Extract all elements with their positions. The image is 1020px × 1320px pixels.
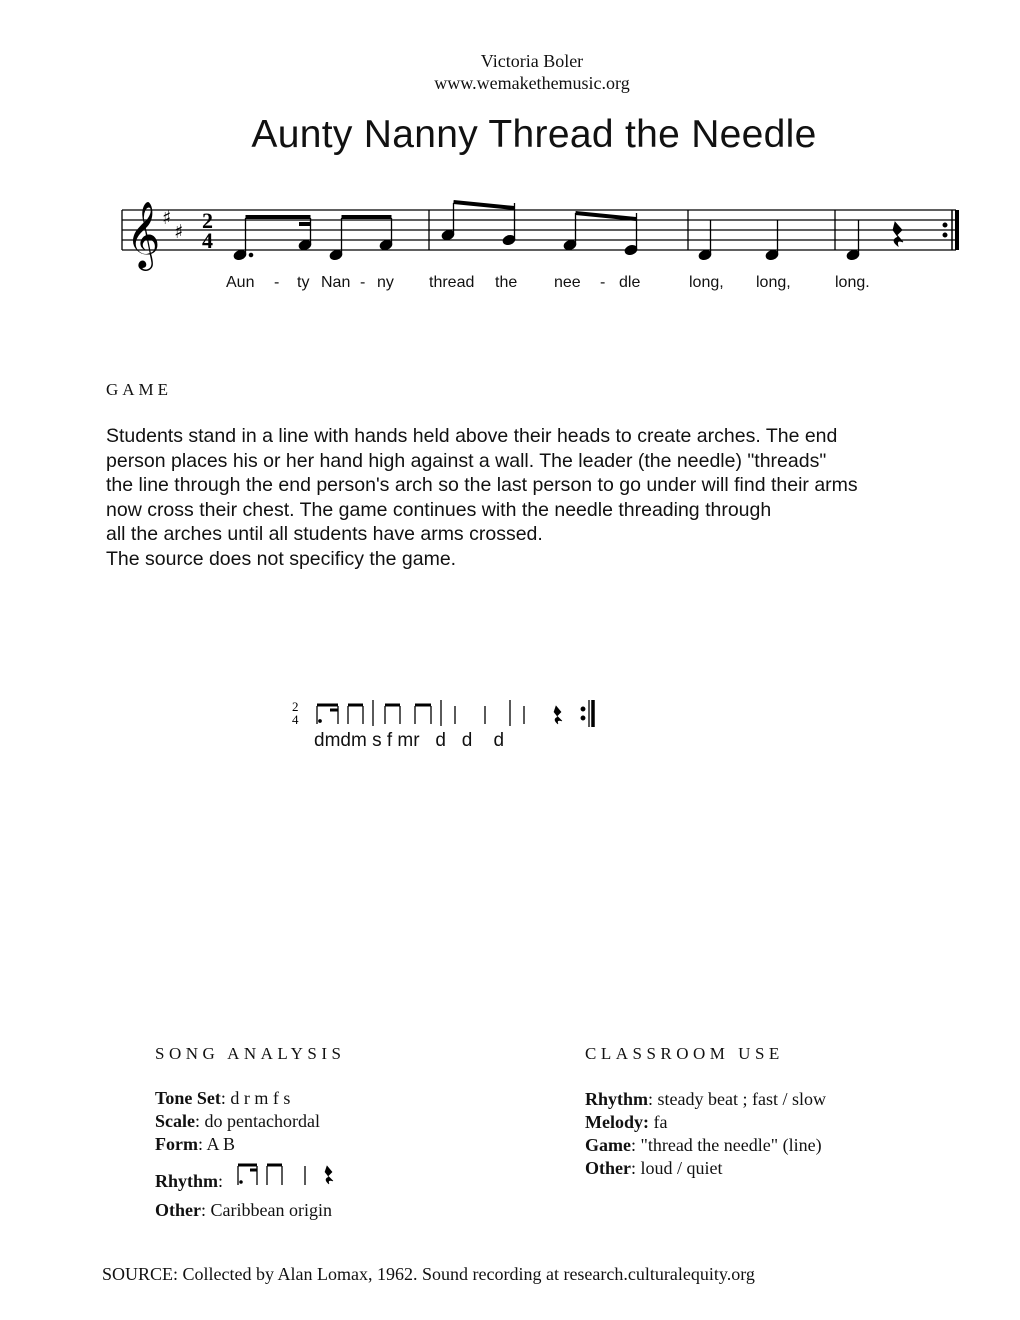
song-analysis-heading: SONG ANALYSIS [155,1044,346,1063]
music-staff [118,184,968,274]
rhythm-row: Rhythm: [155,1163,344,1192]
quarter-rest-icon [893,222,903,246]
game-line: person places his or her hand high against a wall. The leader (the needle) "threads" [106,449,827,472]
classroom-use [585,1088,826,1180]
lyric-syllable: long, [689,274,724,291]
time-sig-bottom: 4 [202,228,213,253]
rhythm-time-top: 2 [292,699,299,714]
quarter-rest-icon [554,706,562,724]
time-sig-top: 2 [202,208,213,233]
author-name: Victoria Boler [480,51,584,71]
form-row: Form: A B [155,1134,236,1154]
lyric-syllable: thread [429,274,475,291]
game-line: now cross their chest. The game continues with the needle threading through [106,498,772,521]
sharp-c-icon: ♯ [174,221,184,243]
dot [249,253,253,257]
website: www.wemakethemusic.org [434,73,630,93]
rhythm-pattern-icon [234,1163,344,1189]
lyric-syllable: ny [377,274,394,291]
rhythm-notation [284,694,614,734]
game-line: The source does not specificy the game. [106,547,457,570]
lyric-syllable: Nan [321,274,351,291]
lyric-syllable: long. [835,274,870,291]
game-line: the line through the end person's arch so the last person to go under will find their arms [106,474,858,497]
game-description [106,424,976,572]
lyric-syllable: Aun [226,274,255,291]
treble-clef-icon: 𝄞 [126,200,161,268]
lyric-syllable: - [600,274,606,291]
lyric-syllable: the [495,274,518,291]
solfege-line: dmdm s f mr d d d [314,730,505,751]
classroom-rhythm-row: Rhythm: steady beat ; fast / slow [585,1089,826,1109]
classroom-game-row: Game: "thread the needle" (line) [585,1135,822,1155]
game-line: Students stand in a line with hands held above their heads to create arches. The end [106,425,838,447]
lyric-syllable: - [274,274,280,291]
lyric-syllable: - [360,274,366,291]
song-title: Aunty Nanny Thread the Needle [251,113,817,156]
scale-row: Scale: do pentachordal [155,1111,320,1131]
author-block [0,50,1020,94]
game-heading: GAME [106,380,173,399]
lyric-syllable: ty [297,274,310,291]
game-line: all the arches until all students have arms crossed. [106,523,543,546]
lyric-syllable: long, [756,274,791,291]
sharp-f-icon: ♯ [162,207,172,229]
source-citation: SOURCE: Collected by Alan Lomax, 1962. Sound recording at research.culturalequity.org [102,1264,755,1284]
lyric-syllable: dle [619,274,641,291]
lyric-syllable: nee [554,274,581,291]
song-analysis [155,1087,320,1156]
classroom-other-row: Other: loud / quiet [585,1158,723,1178]
rhythm-time-bottom: 4 [292,712,299,727]
classroom-use-heading: CLASSROOM USE [585,1044,784,1063]
classroom-melody-row: Melody: fa [585,1112,668,1132]
other-row: Other: Caribbean origin [155,1200,332,1220]
tone-set-row: Tone Set: d r m f s [155,1088,291,1108]
